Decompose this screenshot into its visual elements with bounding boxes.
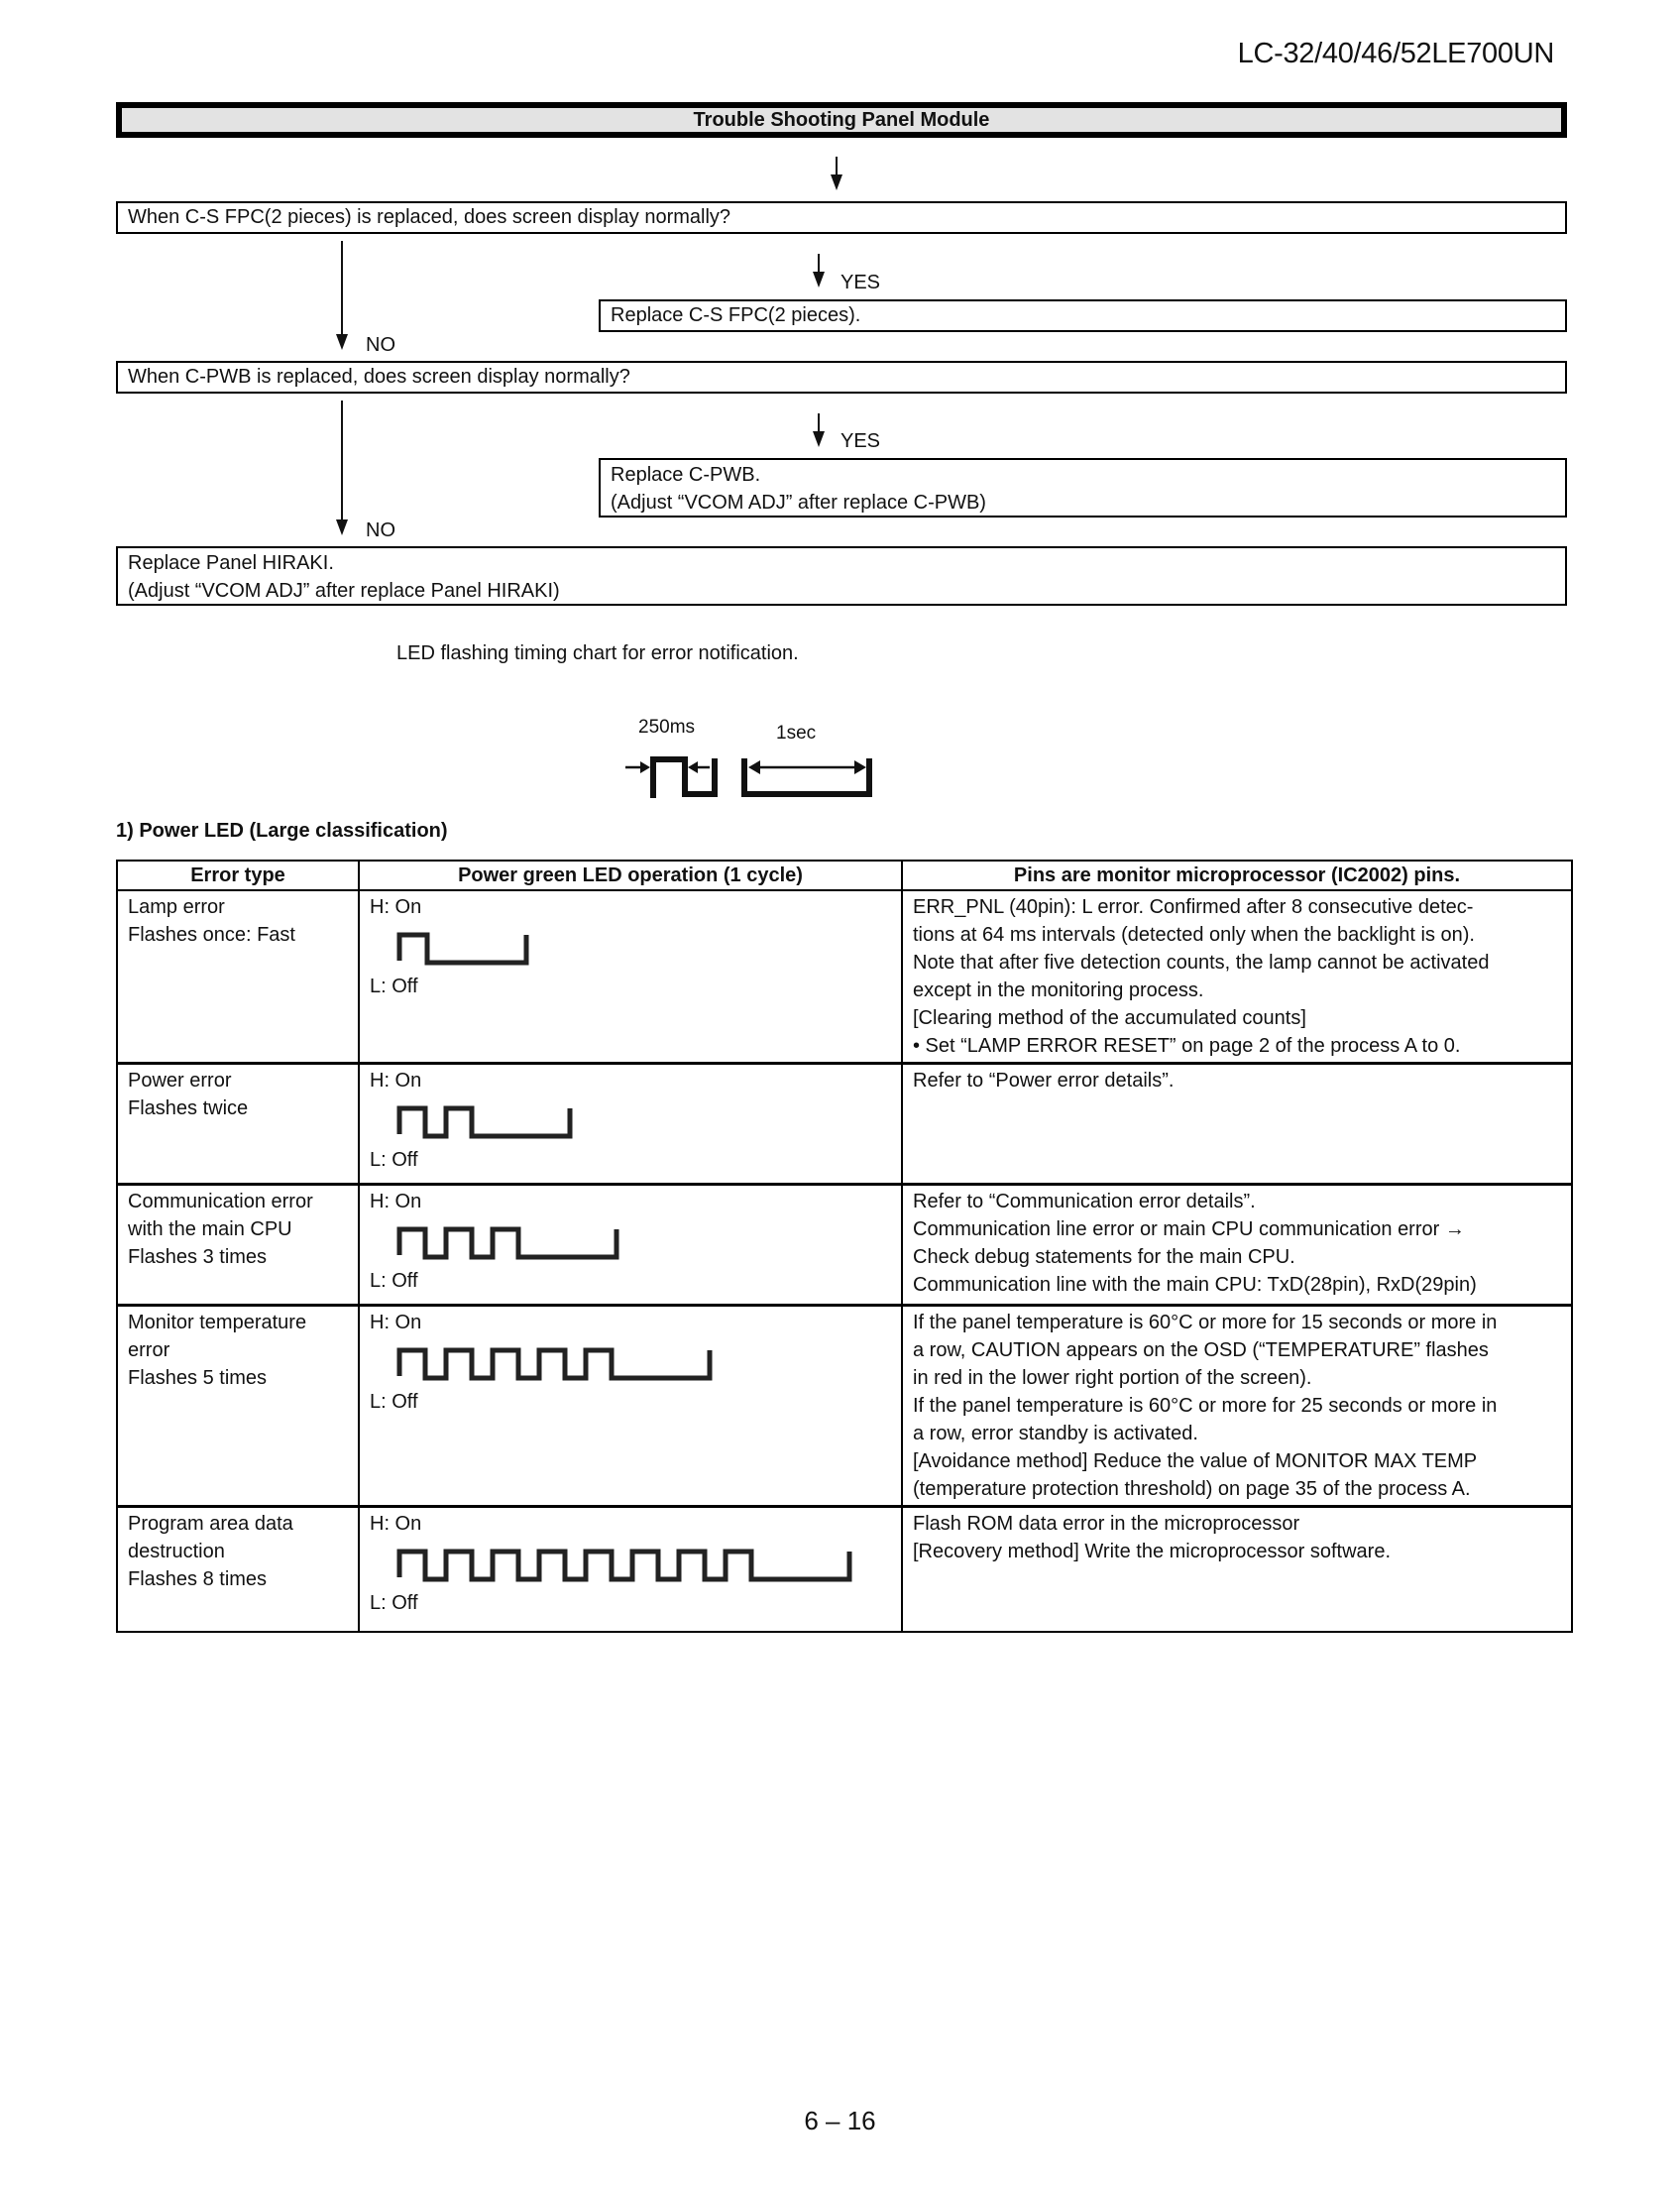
column-header-pins: Pins are monitor microprocessor (IC2002) pins. — [902, 861, 1572, 890]
flowchart-title: Trouble Shooting Panel Module — [116, 102, 1567, 138]
action-text: Replace C-S FPC(2 pieces). — [611, 304, 861, 326]
led-waveform-diagram — [395, 1346, 718, 1384]
table-row — [117, 1306, 1572, 1507]
column-header-error-type: Error type — [117, 861, 359, 890]
error-type-text: with the main CPU — [128, 1218, 292, 1240]
error-type-text: error — [128, 1339, 170, 1361]
low-level-label: L: Off — [370, 1149, 418, 1171]
led-waveform-diagram — [395, 1548, 857, 1585]
pins-description-text: Note that after five detection counts, the lamp cannot be activated — [913, 952, 1490, 974]
led-waveform-diagram — [395, 1225, 624, 1263]
high-level-label: H: On — [370, 1070, 422, 1092]
question-box-c-pwb — [116, 361, 1567, 394]
table-row — [117, 1064, 1572, 1185]
final-action-line2: (Adjust “VCOM ADJ” after replace Panel HIRAKI) — [128, 580, 560, 602]
pins-description-text: in red in the lower right portion of the screen). — [913, 1367, 1312, 1389]
pins-description-text: [Clearing method of the accumulated counts] — [913, 1007, 1306, 1029]
error-type-cell — [117, 1185, 359, 1306]
low-level-label: L: Off — [370, 1391, 418, 1413]
led-operation-cell — [359, 1306, 902, 1507]
error-type-text: Power error — [128, 1070, 232, 1092]
led-waveform-diagram — [395, 1104, 578, 1142]
pins-description-cell — [902, 1306, 1572, 1507]
arrow-down-icon — [813, 431, 825, 447]
yes-arrow-line — [818, 254, 820, 274]
error-type-text: Communication error — [128, 1191, 313, 1212]
pins-description-text: • Set “LAMP ERROR RESET” on page 2 of the process A to 0. — [913, 1035, 1461, 1057]
error-type-cell — [117, 890, 359, 1064]
led-waveform-diagram — [395, 931, 534, 969]
error-type-cell — [117, 1064, 359, 1185]
error-type-cell — [117, 1507, 359, 1632]
page-number: 6 – 16 — [804, 2106, 876, 2135]
pins-description-cell — [902, 1507, 1572, 1632]
pins-description-text: If the panel temperature is 60°C or more for 15 seconds or more in — [913, 1312, 1498, 1333]
arrow-down-icon — [336, 334, 348, 350]
error-type-text: Flashes 5 times — [128, 1367, 268, 1389]
led-timing-diagram — [615, 748, 882, 803]
action-text-line1: Replace C-PWB. — [611, 464, 761, 486]
low-level-label: L: Off — [370, 1270, 418, 1292]
pins-description-text: Refer to “Communication error details”. — [913, 1191, 1256, 1212]
period-label: 1sec — [776, 723, 817, 744]
led-operation-cell — [359, 1185, 902, 1306]
error-type-text: Program area data — [128, 1513, 293, 1535]
pins-description-text: (temperature protection threshold) on page 35 of the process A. — [913, 1478, 1471, 1500]
action-box-replace-c-pwb — [599, 458, 1567, 518]
no-arrow-line — [341, 401, 343, 521]
no-label: NO — [366, 334, 395, 356]
action-box-replace-cs-fpc — [599, 299, 1567, 332]
error-type-text: Flashes twice — [128, 1097, 249, 1119]
error-type-cell — [117, 1306, 359, 1507]
timing-chart-caption: LED flashing timing chart for error notification. — [396, 642, 799, 664]
action-text-line2: (Adjust “VCOM ADJ” after replace C-PWB) — [611, 492, 986, 514]
led-operation-cell — [359, 890, 902, 1064]
high-level-label: H: On — [370, 1191, 422, 1212]
pins-description-text: Check debug statements for the main CPU. — [913, 1246, 1295, 1268]
section-title-power-led: 1) Power LED (Large classification) — [116, 820, 448, 842]
led-operation-cell — [359, 1507, 902, 1632]
question-box-cs-fpc — [116, 201, 1567, 234]
question-text: When C-PWB is replaced, does screen display normally? — [128, 366, 630, 388]
high-level-label: H: On — [370, 896, 422, 918]
final-action-line1: Replace Panel HIRAKI. — [128, 552, 334, 574]
yes-arrow-line — [818, 413, 820, 433]
arrow-down-icon — [813, 272, 825, 288]
led-operation-cell — [359, 1064, 902, 1185]
yes-label: YES — [840, 430, 881, 452]
pins-description-text: tions at 64 ms intervals (detected only when the backlight is on). — [913, 924, 1475, 946]
pins-description-text: [Avoidance method] Reduce the value of MONITOR MAX TEMP — [913, 1450, 1478, 1472]
error-type-text: Flashes once: Fast — [128, 924, 295, 946]
table-row — [117, 890, 1572, 1064]
table-header-row — [117, 861, 1572, 890]
high-level-label: H: On — [370, 1513, 422, 1535]
high-level-label: H: On — [370, 1312, 422, 1333]
pins-description-text: Flash ROM data error in the microprocessor — [913, 1513, 1300, 1535]
question-text: When C-S FPC(2 pieces) is replaced, does screen display normally? — [128, 206, 731, 228]
arrow-down-icon — [336, 519, 348, 535]
no-arrow-line — [341, 241, 343, 336]
low-level-label: L: Off — [370, 1592, 418, 1614]
pins-description-text: If the panel temperature is 60°C or more for 25 seconds or more in — [913, 1395, 1498, 1417]
final-action-box-replace-panel — [116, 546, 1567, 606]
pins-description-cell — [902, 1185, 1572, 1306]
pins-description-text: except in the monitoring process. — [913, 979, 1204, 1001]
pins-description-cell — [902, 890, 1572, 1064]
error-type-text: destruction — [128, 1541, 225, 1562]
power-led-error-table — [116, 860, 1573, 1633]
no-label: NO — [366, 519, 395, 541]
arrow-down-icon — [831, 174, 842, 190]
table-row — [117, 1185, 1572, 1306]
pins-description-text: a row, CAUTION appears on the OSD (“TEMPERATURE” flashes — [913, 1339, 1489, 1361]
error-type-text: Flashes 8 times — [128, 1568, 268, 1590]
pins-description-text: [Recovery method] Write the microprocessor software. — [913, 1541, 1392, 1562]
table-row — [117, 1507, 1572, 1632]
pins-description-text: Communication line error or main CPU communication error → — [913, 1218, 1465, 1240]
error-type-text: Flashes 3 times — [128, 1246, 268, 1268]
pins-description-text: ERR_PNL (40pin): L error. Confirmed after 8 consecutive detec- — [913, 896, 1474, 918]
pins-description-text: Communication line with the main CPU: TxD(28pin), RxD(29pin) — [913, 1274, 1477, 1296]
pulse-width-label: 250ms — [638, 717, 696, 738]
column-header-led-operation: Power green LED operation (1 cycle) — [359, 861, 902, 890]
pins-description-cell — [902, 1064, 1572, 1185]
pins-description-text: Refer to “Power error details”. — [913, 1070, 1175, 1092]
pins-description-text: a row, error standby is activated. — [913, 1423, 1198, 1444]
error-type-text: Lamp error — [128, 896, 225, 918]
error-type-text: Monitor temperature — [128, 1312, 307, 1333]
low-level-label: L: Off — [370, 976, 418, 997]
model-number-header: LC-32/40/46/52LE700UN — [1237, 38, 1554, 69]
yes-label: YES — [840, 272, 881, 293]
